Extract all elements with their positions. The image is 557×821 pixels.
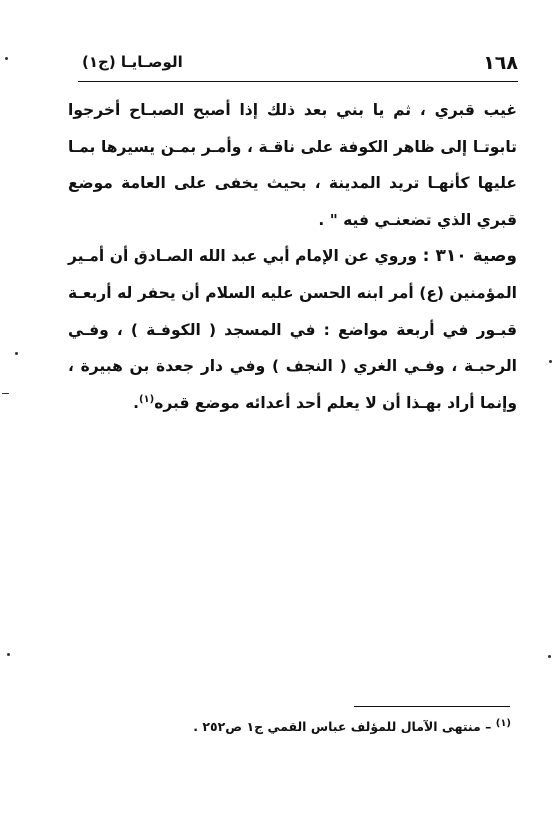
scan-speck [548,655,551,658]
page-number: ١٦٨ [483,52,518,74]
paragraph-2 [68,238,517,421]
footnote-reference: (١) [138,393,155,405]
paragraph-2-end: . [133,393,139,412]
scan-speck [5,57,8,60]
scan-speck [15,352,18,355]
wasiyya-label: وصية ٣١٠ : [422,246,517,267]
footnote [70,719,511,734]
footnote-marker: (١) [495,717,511,729]
page-header [82,50,518,78]
footnote-rule [354,706,510,707]
main-text [68,92,517,421]
scan-speck [549,360,552,363]
scan-edge-mark [2,393,9,394]
header-rule [78,81,518,82]
scan-speck [7,653,10,656]
running-title: الوصـايـا (ج١) [82,53,183,71]
footnote-text: – منتهى الآمال للمؤلف عباس القمي ج١ ص٢٥٢ . [193,719,492,734]
paragraph-2-text: وروي عن الإمام أبي عبد الله الصـادق أن أمـير المؤمنين (ع) أمر ابنه الحسن عليه السلام أن يحفر له أربعـة قبـور في أربعة مواضع : في المسجد ( الكوفـة ) ، وفـي الرحبـة ، وفـي الغري ( النجف ) وفي دار جعدة بن هبيرة ، وإنما أراد بهـذا أن لا يعلم أحد أعدائه موضع قبره [68,247,517,412]
paragraph-1: غيب قبري ، ثم يا بني بعد ذلك إذا أصبح الصبـاح أخرجوا تابوتـا إلى ظاهر الكوفة على ناقـة ، وأمـر بمـن يسيرها بمـا عليها كأنهـا تريد المدينة ، بحيث يخفى على العامة موضع قبري الذي تضعنـي فيه " . [68,101,517,229]
